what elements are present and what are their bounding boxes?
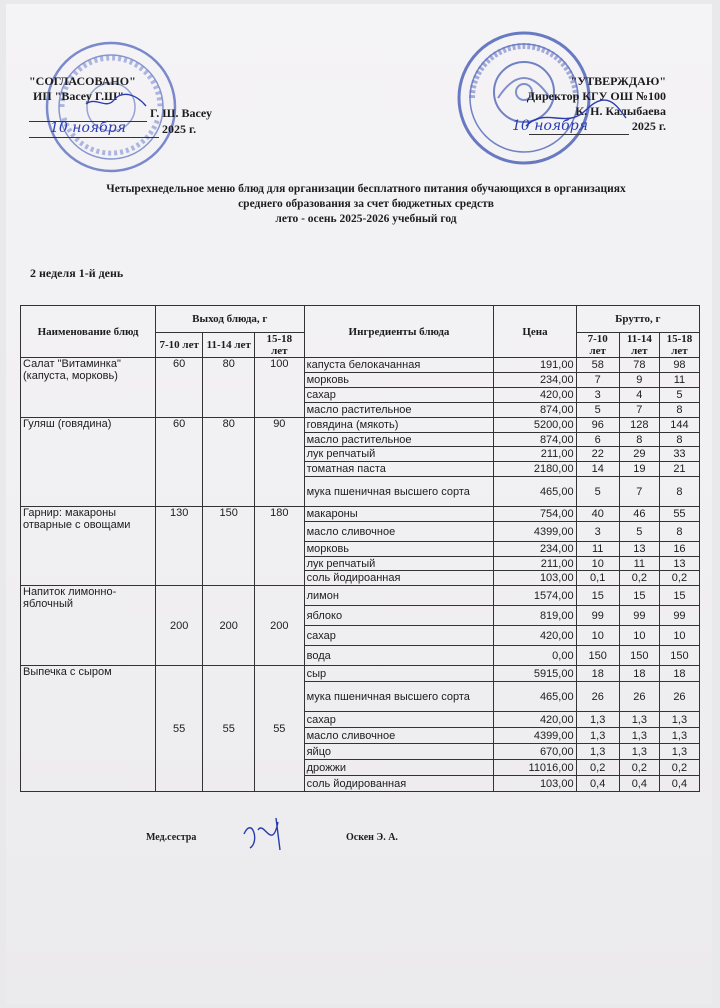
gross-value: 0,4	[619, 776, 659, 792]
gross-value: 0,4	[576, 776, 619, 792]
gross-value: 18	[619, 666, 659, 682]
gross-value: 10	[576, 557, 619, 571]
ingredient-name: морковь	[304, 542, 494, 557]
ingredient-name: сахар	[304, 626, 494, 646]
gross-value: 5	[576, 477, 619, 507]
approval-right-signer: К. Н. Калыбаева	[575, 104, 666, 118]
ingredient-name: масло сливочное	[304, 728, 494, 744]
ingredient-price: 420,00	[494, 626, 576, 646]
heading-line-1: Четырехнедельное меню блюд для организации бесплатного питания обучающихся в организациях	[106, 183, 626, 195]
gross-value: 150	[576, 646, 619, 666]
ingredient-price: 211,00	[494, 447, 576, 462]
gross-value: 144	[659, 418, 699, 433]
ingredient-price: 2180,00	[494, 462, 576, 477]
dish-output: 60	[155, 418, 202, 507]
gross-value: 5	[659, 388, 699, 403]
gross-value: 0,2	[659, 571, 699, 586]
gross-value: 11	[576, 542, 619, 557]
ingredient-name: сыр	[304, 666, 494, 682]
menu-table-body	[21, 358, 700, 792]
ingredient-price: 420,00	[494, 712, 576, 728]
dish-output: 200	[155, 586, 202, 666]
ingredient-name: лук репчатый	[304, 447, 494, 462]
document-page	[6, 4, 712, 1004]
gross-value: 22	[576, 447, 619, 462]
dish-output: 130	[155, 507, 202, 586]
header-gross-age-1: 7-10 лет	[576, 333, 619, 358]
ingredient-price: 754,00	[494, 507, 576, 522]
gross-value: 13	[619, 542, 659, 557]
gross-value: 1,3	[619, 712, 659, 728]
gross-value: 29	[619, 447, 659, 462]
dish-name: Гарнир: макароны отварные с овощами	[21, 507, 156, 586]
gross-value: 15	[659, 586, 699, 606]
table-row	[21, 666, 700, 682]
dish-output: 150	[203, 507, 255, 586]
ingredient-price: 191,00	[494, 358, 576, 373]
gross-value: 33	[659, 447, 699, 462]
gross-value: 10	[576, 626, 619, 646]
ingredient-name: говядина (мякоть)	[304, 418, 494, 433]
gross-value: 7	[619, 403, 659, 418]
gross-value: 19	[619, 462, 659, 477]
gross-value: 4	[619, 388, 659, 403]
handwritten-signature-right	[506, 96, 636, 140]
nurse-name: Оскен Э. А.	[346, 832, 398, 843]
gross-value: 5	[576, 403, 619, 418]
gross-value: 46	[619, 507, 659, 522]
dish-output: 55	[255, 666, 305, 792]
header-price: Цена	[494, 306, 576, 358]
dish-output: 180	[255, 507, 305, 586]
gross-value: 150	[659, 646, 699, 666]
gross-value: 8	[659, 433, 699, 447]
gross-value: 26	[619, 682, 659, 712]
ingredient-name: соль йодироанная	[304, 571, 494, 586]
gross-value: 1,3	[619, 728, 659, 744]
week-day-label: 2 неделя 1-й день	[30, 266, 124, 280]
gross-value: 8	[619, 433, 659, 447]
approval-right-position: Директор КГУ ОШ №100	[526, 89, 666, 103]
ingredient-price: 420,00	[494, 388, 576, 403]
gross-value: 1,3	[619, 744, 659, 760]
ingredient-name: соль йодированная	[304, 776, 494, 792]
nurse-signature	[238, 812, 288, 856]
table-row	[21, 586, 700, 606]
ingredient-name: масло сливочное	[304, 522, 494, 542]
gross-value: 7	[576, 373, 619, 388]
gross-value: 150	[619, 646, 659, 666]
gross-value: 3	[576, 388, 619, 403]
table-row	[21, 418, 700, 433]
table-row	[21, 507, 700, 522]
gross-value: 0,2	[619, 571, 659, 586]
dish-output: 80	[203, 418, 255, 507]
gross-value: 15	[576, 586, 619, 606]
approval-right-title: "УТВЕРЖДАЮ"	[570, 74, 666, 88]
dish-output: 55	[203, 666, 255, 792]
gross-value: 98	[659, 358, 699, 373]
approval-left-signer: Г. Ш. Васеу	[150, 106, 212, 120]
header-output: Выход блюда, г	[155, 306, 304, 333]
gross-value: 5	[619, 522, 659, 542]
gross-value: 0,2	[619, 760, 659, 776]
header-output-age-2: 11-14 лет	[203, 333, 255, 358]
gross-value: 8	[659, 522, 699, 542]
ingredient-price: 1574,00	[494, 586, 576, 606]
dish-name: Напиток лимонно-яблочный	[21, 586, 156, 666]
ingredient-price: 5915,00	[494, 666, 576, 682]
gross-value: 16	[659, 542, 699, 557]
gross-value: 10	[659, 626, 699, 646]
ingredient-price: 4399,00	[494, 728, 576, 744]
ingredient-price: 211,00	[494, 557, 576, 571]
approval-left-date: 2025 г.	[162, 122, 197, 136]
ingredient-name: мука пшеничная высшего сорта	[304, 682, 494, 712]
heading-line-3: лето - осень 2025-2026 учебный год	[275, 213, 457, 225]
ingredient-name: дрожжи	[304, 760, 494, 776]
dish-output: 200	[203, 586, 255, 666]
ingredient-price: 465,00	[494, 682, 576, 712]
gross-value: 0,2	[576, 760, 619, 776]
ingredient-price: 5200,00	[494, 418, 576, 433]
ingredient-price: 234,00	[494, 373, 576, 388]
approval-left-title: "СОГЛАСОВАНО"	[29, 74, 136, 88]
gross-value: 1,3	[576, 728, 619, 744]
table-row	[21, 358, 700, 373]
gross-value: 18	[659, 666, 699, 682]
dish-output: 60	[155, 358, 202, 418]
dish-output: 55	[155, 666, 202, 792]
nurse-role-label: Мед.сестра	[146, 832, 197, 843]
ingredient-name: яйцо	[304, 744, 494, 760]
ingredient-name: лимон	[304, 586, 494, 606]
dish-name: Салат "Витаминка" (капуста, морковь)	[21, 358, 156, 418]
gross-value: 1,3	[659, 728, 699, 744]
handwritten-date-left: 10 ноября	[50, 120, 126, 136]
gross-value: 99	[619, 606, 659, 626]
ingredient-name: масло растительное	[304, 433, 494, 447]
handwritten-signature-left	[46, 90, 166, 140]
gross-value: 18	[576, 666, 619, 682]
gross-value: 7	[619, 477, 659, 507]
heading-line-2: среднего образования за счет бюджетных средств	[238, 198, 494, 210]
ingredient-name: масло растительное	[304, 403, 494, 418]
header-output-age-3: 15-18 лет	[255, 333, 305, 358]
dish-name: Выпечка с сыром	[21, 666, 156, 792]
ingredient-name: сахар	[304, 712, 494, 728]
ingredient-price: 103,00	[494, 776, 576, 792]
ingredient-price: 670,00	[494, 744, 576, 760]
gross-value: 55	[659, 507, 699, 522]
approval-left-org: ИП "Васеу Г.Ш"	[33, 89, 124, 103]
gross-value: 26	[659, 682, 699, 712]
ingredient-price: 874,00	[494, 433, 576, 447]
dish-name: Гуляш (говядина)	[21, 418, 156, 507]
ingredient-price: 103,00	[494, 571, 576, 586]
gross-value: 8	[659, 477, 699, 507]
header-output-age-1: 7-10 лет	[155, 333, 202, 358]
header-gross-age-2: 11-14 лет	[619, 333, 659, 358]
gross-value: 78	[619, 358, 659, 373]
gross-value: 1,3	[576, 712, 619, 728]
gross-value: 0,2	[659, 760, 699, 776]
gross-value: 10	[619, 626, 659, 646]
gross-value: 11	[659, 373, 699, 388]
approval-right-date: 2025 г.	[631, 119, 666, 133]
header-dish: Наименование блюд	[21, 306, 156, 358]
gross-value: 26	[576, 682, 619, 712]
header-gross-age-3: 15-18 лет	[659, 333, 699, 358]
gross-value: 128	[619, 418, 659, 433]
ingredient-price: 234,00	[494, 542, 576, 557]
gross-value: 6	[576, 433, 619, 447]
gross-value: 8	[659, 403, 699, 418]
header-ingredients: Ингредиенты блюда	[304, 306, 494, 358]
ingredient-name: томатная паста	[304, 462, 494, 477]
gross-value: 0,1	[576, 571, 619, 586]
ingredient-name: лук репчатый	[304, 557, 494, 571]
gross-value: 3	[576, 522, 619, 542]
menu-table	[20, 305, 700, 792]
gross-value: 99	[576, 606, 619, 626]
handwritten-date-right: 10 ноября	[512, 118, 588, 134]
ingredient-price: 0,00	[494, 646, 576, 666]
gross-value: 21	[659, 462, 699, 477]
gross-value: 58	[576, 358, 619, 373]
gross-value: 96	[576, 418, 619, 433]
ingredient-name: макароны	[304, 507, 494, 522]
ingredient-name: яблоко	[304, 606, 494, 626]
ingredient-name: вода	[304, 646, 494, 666]
ingredient-name: сахар	[304, 388, 494, 403]
dish-output: 90	[255, 418, 305, 507]
ingredient-price: 874,00	[494, 403, 576, 418]
ingredient-price: 11016,00	[494, 760, 576, 776]
gross-value: 1,3	[576, 744, 619, 760]
gross-value: 40	[576, 507, 619, 522]
document-heading	[26, 182, 706, 227]
gross-value: 14	[576, 462, 619, 477]
gross-value: 1,3	[659, 712, 699, 728]
gross-value: 13	[659, 557, 699, 571]
ingredient-name: мука пшеничная высшего сорта	[304, 477, 494, 507]
gross-value: 9	[619, 373, 659, 388]
gross-value: 99	[659, 606, 699, 626]
dish-output: 100	[255, 358, 305, 418]
dish-output: 200	[255, 586, 305, 666]
dish-output: 80	[203, 358, 255, 418]
ingredient-name: капуста белокачанная	[304, 358, 494, 373]
gross-value: 0,4	[659, 776, 699, 792]
ingredient-name: морковь	[304, 373, 494, 388]
gross-value: 15	[619, 586, 659, 606]
ingredient-price: 819,00	[494, 606, 576, 626]
gross-value: 11	[619, 557, 659, 571]
ingredient-price: 4399,00	[494, 522, 576, 542]
gross-value: 1,3	[659, 744, 699, 760]
ingredient-price: 465,00	[494, 477, 576, 507]
header-gross: Брутто, г	[576, 306, 699, 333]
